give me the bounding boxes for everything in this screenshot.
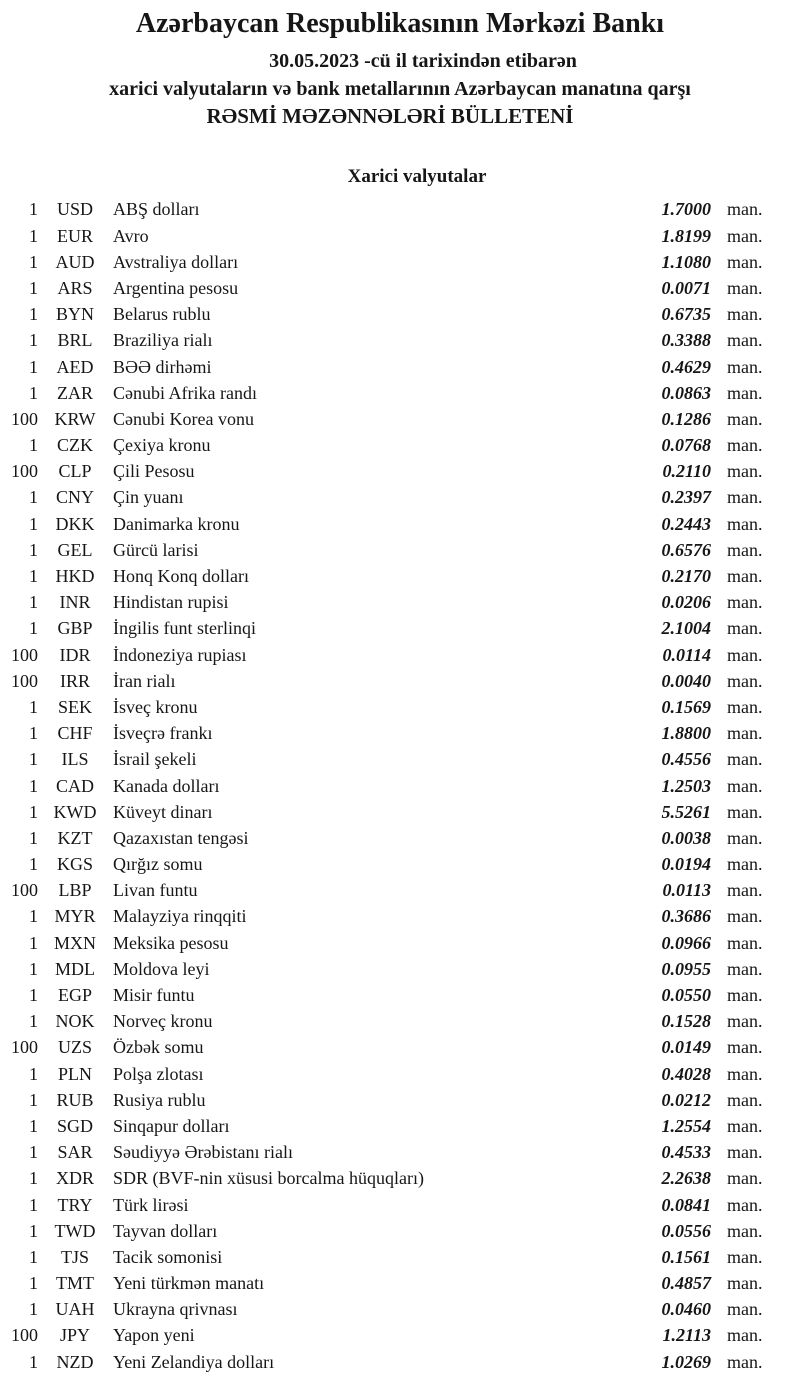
currency-row — [0, 668, 800, 694]
unit-label: man. — [727, 1037, 763, 1058]
currency-row — [0, 877, 800, 903]
nominal-value: 1 — [29, 696, 38, 717]
currency-row — [0, 537, 800, 563]
unit-label: man. — [727, 1089, 763, 1110]
nominal-value: 100 — [11, 408, 38, 429]
currency-code: MDL — [55, 958, 95, 979]
currency-code: MYR — [54, 906, 96, 927]
currency-code: TMT — [56, 1273, 94, 1294]
unit-label: man. — [727, 435, 763, 456]
unit-label: man. — [727, 775, 763, 796]
currency-name: Qazaxıstan tengəsi — [113, 827, 249, 848]
nominal-value: 1 — [29, 277, 38, 298]
nominal-value: 1 — [29, 932, 38, 953]
currency-row — [0, 1139, 800, 1165]
unit-label: man. — [727, 199, 763, 220]
currency-name: Sinqapur dolları — [113, 1115, 230, 1136]
exchange-rate: 1.8199 — [661, 225, 711, 246]
currency-row — [0, 982, 800, 1008]
currency-row — [0, 772, 800, 798]
currency-name: Braziliya rialı — [113, 330, 213, 351]
unit-label: man. — [727, 932, 763, 953]
nominal-value: 1 — [29, 985, 38, 1006]
currency-code: CZK — [57, 435, 93, 456]
currency-name: Belarus rublu — [113, 304, 211, 325]
currency-row — [0, 1296, 800, 1322]
currency-name: Yapon yeni — [113, 1325, 195, 1346]
currency-code: SEK — [57, 696, 92, 717]
exchange-rate: 1.7000 — [661, 199, 711, 220]
exchange-rate: 0.4533 — [661, 1142, 711, 1163]
currency-row — [0, 1087, 800, 1113]
currency-name: Çili Pesosu — [113, 461, 195, 482]
currency-code: HKD — [55, 566, 95, 587]
currency-row — [0, 223, 800, 249]
subject-line: xarici valyutaların və bank metallarının Azərbaycan manatına qarşı — [109, 78, 691, 101]
currency-name: Rusiya rublu — [113, 1089, 206, 1110]
nominal-value: 1 — [29, 1299, 38, 1320]
currency-code: IRR — [59, 670, 90, 691]
unit-label: man. — [727, 958, 763, 979]
currency-row — [0, 694, 800, 720]
currency-code: XDR — [55, 1168, 94, 1189]
unit-label: man. — [727, 1351, 763, 1372]
unit-label: man. — [727, 225, 763, 246]
nominal-value: 1 — [29, 592, 38, 613]
exchange-rate: 0.2397 — [661, 487, 711, 508]
currency-code: NOK — [55, 1011, 95, 1032]
currency-row — [0, 825, 800, 851]
currency-code: SAR — [57, 1142, 93, 1163]
currency-code: AED — [56, 356, 94, 377]
currency-row — [0, 1349, 800, 1375]
exchange-rate: 0.0863 — [661, 382, 711, 403]
unit-label: man. — [727, 827, 763, 848]
nominal-value: 1 — [29, 513, 38, 534]
currency-code: EUR — [57, 225, 93, 246]
currency-name: Tayvan dolları — [113, 1220, 218, 1241]
unit-label: man. — [727, 1115, 763, 1136]
currency-name: Meksika pesosu — [113, 932, 229, 953]
unit-label: man. — [727, 592, 763, 613]
unit-label: man. — [727, 1299, 763, 1320]
currency-name: Hindistan rupisi — [113, 592, 229, 613]
exchange-rate: 0.0071 — [661, 277, 711, 298]
bulletin-title: RƏSMİ MƏZƏNNƏLƏRİ BÜLLETENİ — [206, 104, 574, 129]
currency-code: CHF — [57, 723, 93, 744]
unit-label: man. — [727, 330, 763, 351]
unit-label: man. — [727, 644, 763, 665]
currency-code: KGS — [56, 854, 93, 875]
exchange-rate: 0.0113 — [662, 880, 711, 901]
nominal-value: 1 — [29, 330, 38, 351]
nominal-value: 100 — [11, 880, 38, 901]
unit-label: man. — [727, 461, 763, 482]
currency-name: İran rialı — [113, 670, 176, 691]
currency-code: USD — [56, 199, 93, 220]
currency-row — [0, 249, 800, 275]
currency-name: Moldova leyi — [113, 958, 210, 979]
nominal-value: 1 — [29, 251, 38, 272]
nominal-value: 1 — [29, 1246, 38, 1267]
nominal-value: 1 — [29, 1142, 38, 1163]
currency-code: CLP — [58, 461, 92, 482]
currency-name: İsveçrə frankı — [113, 723, 213, 744]
nominal-value: 1 — [29, 1063, 38, 1084]
currency-name: Ukrayna qrivnası — [113, 1299, 238, 1320]
currency-code: UZS — [57, 1037, 92, 1058]
exchange-rate: 0.0460 — [661, 1299, 711, 1320]
exchange-rate: 0.0149 — [661, 1037, 711, 1058]
currency-row — [0, 1034, 800, 1060]
exchange-rate: 0.0955 — [661, 958, 711, 979]
currency-name: Avro — [113, 225, 149, 246]
currency-code: JPY — [59, 1325, 90, 1346]
currency-row — [0, 380, 800, 406]
exchange-rate: 0.1286 — [661, 408, 711, 429]
exchange-rate: 0.0212 — [661, 1089, 711, 1110]
currency-name: Çin yuanı — [113, 487, 184, 508]
currency-name: Yeni Zelandiya dolları — [113, 1351, 275, 1372]
unit-label: man. — [727, 304, 763, 325]
currency-name: BƏƏ dirhəmi — [113, 356, 212, 377]
currency-row — [0, 406, 800, 432]
currency-row — [0, 563, 800, 589]
exchange-rate: 0.1561 — [661, 1246, 711, 1267]
exchange-rate: 0.4028 — [661, 1063, 711, 1084]
currency-name: Misir funtu — [113, 985, 195, 1006]
exchange-rate: 1.8800 — [661, 723, 711, 744]
unit-label: man. — [727, 749, 763, 770]
currency-name: ABŞ dolları — [113, 199, 200, 220]
unit-label: man. — [727, 985, 763, 1006]
currency-row — [0, 799, 800, 825]
exchange-rate: 0.0194 — [661, 854, 711, 875]
currency-code: IDR — [59, 644, 91, 665]
currency-row — [0, 851, 800, 877]
currency-name: Cənubi Afrika randı — [113, 382, 257, 403]
unit-label: man. — [727, 1011, 763, 1032]
exchange-rate: 0.2443 — [661, 513, 711, 534]
unit-label: man. — [727, 880, 763, 901]
currency-row — [0, 458, 800, 484]
unit-label: man. — [727, 723, 763, 744]
exchange-rate: 1.1080 — [661, 251, 711, 272]
currency-row — [0, 511, 800, 537]
currency-code: KWD — [53, 801, 97, 822]
unit-label: man. — [727, 696, 763, 717]
nominal-value: 1 — [29, 199, 38, 220]
currency-row — [0, 956, 800, 982]
nominal-value: 100 — [11, 1325, 38, 1346]
currency-row — [0, 353, 800, 379]
exchange-rate: 2.1004 — [661, 618, 711, 639]
nominal-value: 1 — [29, 304, 38, 325]
currency-row — [0, 196, 800, 222]
unit-label: man. — [727, 1273, 763, 1294]
exchange-rate: 0.4556 — [661, 749, 711, 770]
unit-label: man. — [727, 566, 763, 587]
exchange-rate: 0.0841 — [661, 1194, 711, 1215]
currency-row — [0, 275, 800, 301]
currency-row — [0, 1008, 800, 1034]
nominal-value: 1 — [29, 1168, 38, 1189]
unit-label: man. — [727, 513, 763, 534]
exchange-rate: 0.3686 — [661, 906, 711, 927]
unit-label: man. — [727, 854, 763, 875]
currency-name: Argentina pesosu — [113, 277, 239, 298]
nominal-value: 1 — [29, 225, 38, 246]
exchange-rate: 0.0114 — [662, 644, 711, 665]
currency-code: UAH — [55, 1299, 95, 1320]
currency-code: GBP — [57, 618, 93, 639]
currency-row — [0, 327, 800, 353]
currency-code: ILS — [61, 749, 89, 770]
currency-row — [0, 1218, 800, 1244]
effective-date-line: 30.05.2023 -cü il tarixindən etibarən — [269, 50, 577, 73]
currency-code: RUB — [56, 1089, 94, 1110]
currency-name: Gürcü larisi — [113, 539, 199, 560]
currency-row — [0, 1165, 800, 1191]
nominal-value: 1 — [29, 906, 38, 927]
exchange-rate: 0.0556 — [661, 1220, 711, 1241]
currency-name: Türk lirəsi — [113, 1194, 189, 1215]
unit-label: man. — [727, 539, 763, 560]
unit-label: man. — [727, 1194, 763, 1215]
currency-code: BYN — [55, 304, 94, 325]
currency-name: İngilis funt sterlinqi — [113, 618, 256, 639]
currency-row — [0, 1113, 800, 1139]
exchange-rate: 2.2638 — [661, 1168, 711, 1189]
nominal-value: 1 — [29, 618, 38, 639]
currency-row — [0, 1322, 800, 1348]
exchange-rate: 0.0550 — [661, 985, 711, 1006]
nominal-value: 1 — [29, 1273, 38, 1294]
exchange-rate: 0.0966 — [661, 932, 711, 953]
exchange-rate: 0.0206 — [661, 592, 711, 613]
currency-name: Küveyt dinarı — [113, 801, 213, 822]
nominal-value: 1 — [29, 1115, 38, 1136]
nominal-value: 1 — [29, 566, 38, 587]
currency-code: LBP — [58, 880, 92, 901]
bank-title: Azərbaycan Respublikasının Mərkəzi Bankı — [135, 8, 665, 39]
currency-row — [0, 615, 800, 641]
nominal-value: 1 — [29, 382, 38, 403]
currency-code: KZT — [57, 827, 93, 848]
currency-name: Tacik somonisi — [113, 1246, 223, 1267]
exchange-rate: 0.2170 — [661, 566, 711, 587]
nominal-value: 1 — [29, 775, 38, 796]
currency-name: Yeni türkmən manatı — [113, 1273, 265, 1294]
section-title-foreign-currencies: Xarici valyutalar — [347, 166, 487, 188]
unit-label: man. — [727, 618, 763, 639]
exchange-rate: 0.6576 — [661, 539, 711, 560]
unit-label: man. — [727, 356, 763, 377]
nominal-value: 100 — [11, 1037, 38, 1058]
nominal-value: 1 — [29, 854, 38, 875]
nominal-value: 1 — [29, 487, 38, 508]
currency-name: Honq Konq dolları — [113, 566, 249, 587]
currency-row — [0, 1061, 800, 1087]
currency-row — [0, 930, 800, 956]
currency-code: MXN — [53, 932, 96, 953]
currency-name: Qırğız somu — [113, 854, 203, 875]
currency-code: DKK — [55, 513, 95, 534]
nominal-value: 100 — [11, 644, 38, 665]
currency-name: Özbək somu — [113, 1037, 204, 1058]
currency-code: NZD — [56, 1351, 94, 1372]
unit-label: man. — [727, 906, 763, 927]
exchange-rate: 0.6735 — [661, 304, 711, 325]
exchange-rate: 0.2110 — [662, 461, 711, 482]
currency-name: SDR (BVF-nin xüsusi borcalma hüquqları) — [113, 1168, 424, 1189]
currency-name: İsrail şekeli — [113, 749, 197, 770]
exchange-rate: 0.4857 — [661, 1273, 711, 1294]
currency-name: İndoneziya rupiası — [113, 644, 247, 665]
nominal-value: 100 — [11, 461, 38, 482]
exchange-rate: 1.0269 — [661, 1351, 711, 1372]
currency-row — [0, 746, 800, 772]
currency-row — [0, 589, 800, 615]
currency-row — [0, 1270, 800, 1296]
unit-label: man. — [727, 801, 763, 822]
currency-name: Polşa zlotası — [113, 1063, 204, 1084]
nominal-value: 1 — [29, 1220, 38, 1241]
currency-name: Malayziya rinqqiti — [113, 906, 247, 927]
currency-row — [0, 432, 800, 458]
currency-code: EGP — [57, 985, 92, 1006]
exchange-rate: 0.1569 — [661, 696, 711, 717]
unit-label: man. — [727, 670, 763, 691]
unit-label: man. — [727, 1220, 763, 1241]
nominal-value: 1 — [29, 356, 38, 377]
unit-label: man. — [727, 487, 763, 508]
nominal-value: 100 — [11, 670, 38, 691]
nominal-value: 1 — [29, 1351, 38, 1372]
currency-name: Danimarka kronu — [113, 513, 240, 534]
nominal-value: 1 — [29, 1011, 38, 1032]
nominal-value: 1 — [29, 1194, 38, 1215]
currency-row — [0, 301, 800, 327]
unit-label: man. — [727, 1063, 763, 1084]
unit-label: man. — [727, 251, 763, 272]
exchange-rate: 0.1528 — [661, 1011, 711, 1032]
unit-label: man. — [727, 1142, 763, 1163]
currency-row — [0, 720, 800, 746]
currency-row — [0, 642, 800, 668]
nominal-value: 1 — [29, 1089, 38, 1110]
exchange-rate: 1.2554 — [661, 1115, 711, 1136]
currency-code: GEL — [57, 539, 93, 560]
currency-code: KRW — [54, 408, 96, 429]
exchange-rate: 1.2503 — [661, 775, 711, 796]
currency-code: INR — [59, 592, 91, 613]
currency-code: ZAR — [57, 382, 93, 403]
currency-row — [0, 903, 800, 929]
exchange-rate: 0.0038 — [661, 827, 711, 848]
currency-name: Səudiyyə Ərəbistanı rialı — [113, 1142, 293, 1163]
currency-code: BRL — [57, 330, 93, 351]
nominal-value: 1 — [29, 749, 38, 770]
unit-label: man. — [727, 1325, 763, 1346]
nominal-value: 1 — [29, 827, 38, 848]
currency-name: Cənubi Korea vonu — [113, 408, 254, 429]
currency-code: PLN — [57, 1063, 92, 1084]
nominal-value: 1 — [29, 958, 38, 979]
exchange-rate: 0.0040 — [661, 670, 711, 691]
unit-label: man. — [727, 408, 763, 429]
currency-code: AUD — [55, 251, 95, 272]
currency-row — [0, 1244, 800, 1270]
currency-name: Norveç kronu — [113, 1011, 213, 1032]
currency-code: CAD — [55, 775, 94, 796]
currency-name: Livan funtu — [113, 880, 198, 901]
unit-label: man. — [727, 1168, 763, 1189]
nominal-value: 1 — [29, 539, 38, 560]
currency-code: ARS — [57, 277, 93, 298]
currency-code: SGD — [56, 1115, 93, 1136]
unit-label: man. — [727, 277, 763, 298]
currency-name: Avstraliya dolları — [113, 251, 239, 272]
nominal-value: 1 — [29, 723, 38, 744]
unit-label: man. — [727, 1246, 763, 1267]
exchange-rate: 1.2113 — [662, 1325, 711, 1346]
currency-code: TJS — [60, 1246, 89, 1267]
exchange-rate: 5.5261 — [661, 801, 711, 822]
currency-row — [0, 1191, 800, 1217]
currency-name: İsveç kronu — [113, 696, 198, 717]
exchange-rate: 0.0768 — [661, 435, 711, 456]
exchange-rate: 0.4629 — [661, 356, 711, 377]
currency-code: TWD — [54, 1220, 96, 1241]
currency-rate-table — [0, 196, 800, 1374]
currency-name: Kanada dolları — [113, 775, 220, 796]
currency-row — [0, 484, 800, 510]
nominal-value: 1 — [29, 801, 38, 822]
nominal-value: 1 — [29, 435, 38, 456]
bulletin-header — [0, 8, 800, 128]
exchange-rate: 0.3388 — [661, 330, 711, 351]
currency-code: TRY — [57, 1194, 93, 1215]
currency-code: CNY — [55, 487, 94, 508]
unit-label: man. — [727, 382, 763, 403]
currency-name: Çexiya kronu — [113, 435, 211, 456]
